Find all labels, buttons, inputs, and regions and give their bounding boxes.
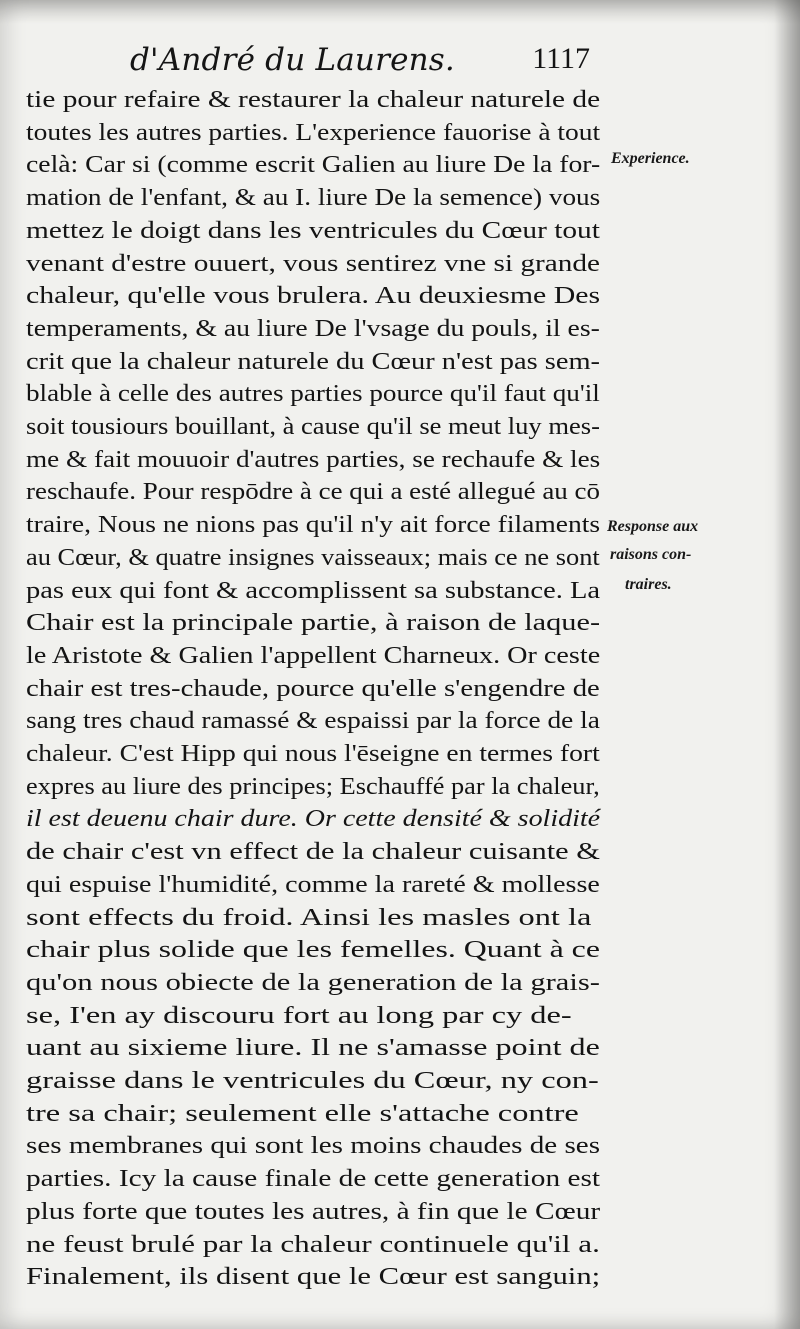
text-line: blable à celle des autres parties pource qu'il faut qu'il [26,381,600,408]
text-line: celà: Car si (comme escrit Galien au liure De la for- [26,152,601,179]
margin-note-response-line-2: raisons con- [610,546,692,563]
text-line: mation de l'enfant, & au I. liure De la semence) vous [26,185,601,212]
text-line: graisse dans le ventricules du Cœur, ny con- [26,1068,599,1094]
text-line: chaleur, qu'elle vous brulera. Au deuxiesme Des [26,283,601,310]
running-head [130,38,600,88]
text-line-italic: il est deuenu chair dure. Or cette densité & solidité [26,806,601,833]
page-top-shadow [0,0,800,24]
page-gutter-shadow [774,0,800,1329]
margin-note-response-line-1: Response aux [607,518,699,535]
text-line: tre sa chair; seulement elle s'attache contre [26,1100,579,1127]
text-line: ne feust brulé par la chaleur continuele qu'il a. [26,1231,600,1258]
body-text [26,82,602,1292]
text-line: ses membranes qui sont les moins chaudes de ses [26,1133,601,1160]
text-line: qui espuise l'humidité, comme la rareté & mollesse [26,871,600,898]
text-line: reschaufe. Pour respōdre à ce qui a esté allegué au cō [26,479,600,506]
text-line: le Aristote & Galien l'appellent Charneux. Or ceste [26,642,601,669]
text-line: plus forte que toutes les autres, à fin que le Cœur [26,1198,601,1225]
text-line: tie pour refaire & restaurer la chaleur naturele de [26,87,601,113]
text-line: toutes les autres parties. L'experience fauorise à tout [26,119,601,146]
text-line: chaleur. C'est Hipp qui nous l'ēseigne en termes fort [26,741,600,767]
text-line: soit tousiours bouillant, à cause qu'il se meut luy mes- [26,414,600,440]
text-line: temperaments, & au liure De l'vsage du pouls, il es- [26,315,600,342]
text-line: uant au sixieme liure. Il ne s'amasse point de [26,1035,600,1062]
text-line: parties. Icy la cause finale de cette generation est [26,1166,601,1193]
text-line: Finalement, ils disent que le Cœur est sanguin; [26,1264,601,1291]
margin-note-experience: Experience. [611,150,690,167]
text-line: qu'on nous obiecte de la generation de la grais- [26,969,600,996]
page-number: 1117 [532,42,590,75]
margin-note-response-line-3: traires. [625,576,672,593]
show-through-ink [640,700,750,920]
text-line: me & fait mouuoir d'autres parties, se rechaufe & les [26,446,601,473]
text-line: Chair est la principale partie, à raison de laque- [26,610,601,637]
text-line: expres au liure des principes; Eschauffé par la chaleur, [26,773,600,800]
text-line: traire, Nous ne nions pas qu'il n'y ait force filaments [26,512,601,539]
text-line: venant d'estre ouuert, vous sentirez vne si grande [26,250,600,277]
text-line: sang tres chaud ramassé & espaissi par la force de la [26,708,600,735]
text-line: de chair c'est vn effect de la chaleur cuisante & [26,839,601,866]
text-line: pas eux qui font & accomplissent sa substance. La [26,577,601,604]
text-line: se, I'en ay discouru fort au long par cy de- [26,1002,572,1029]
running-title: d'André du Laurens. [130,42,455,78]
text-line: sont effects du froid. Ainsi les masles ont la [26,904,592,931]
text-line: au Cœur, & quatre insignes vaisseaux; mais ce ne sont [26,544,600,571]
text-line: mettez le doigt dans les ventricules du Cœur tout [26,217,600,244]
text-line: chair est tres-chaude, pource qu'elle s'engendre de [26,675,600,702]
text-line: chair plus solide que les femelles. Quant à ce [26,937,600,964]
text-line: crit que la chaleur naturele du Cœur n'est pas sem- [26,348,601,375]
